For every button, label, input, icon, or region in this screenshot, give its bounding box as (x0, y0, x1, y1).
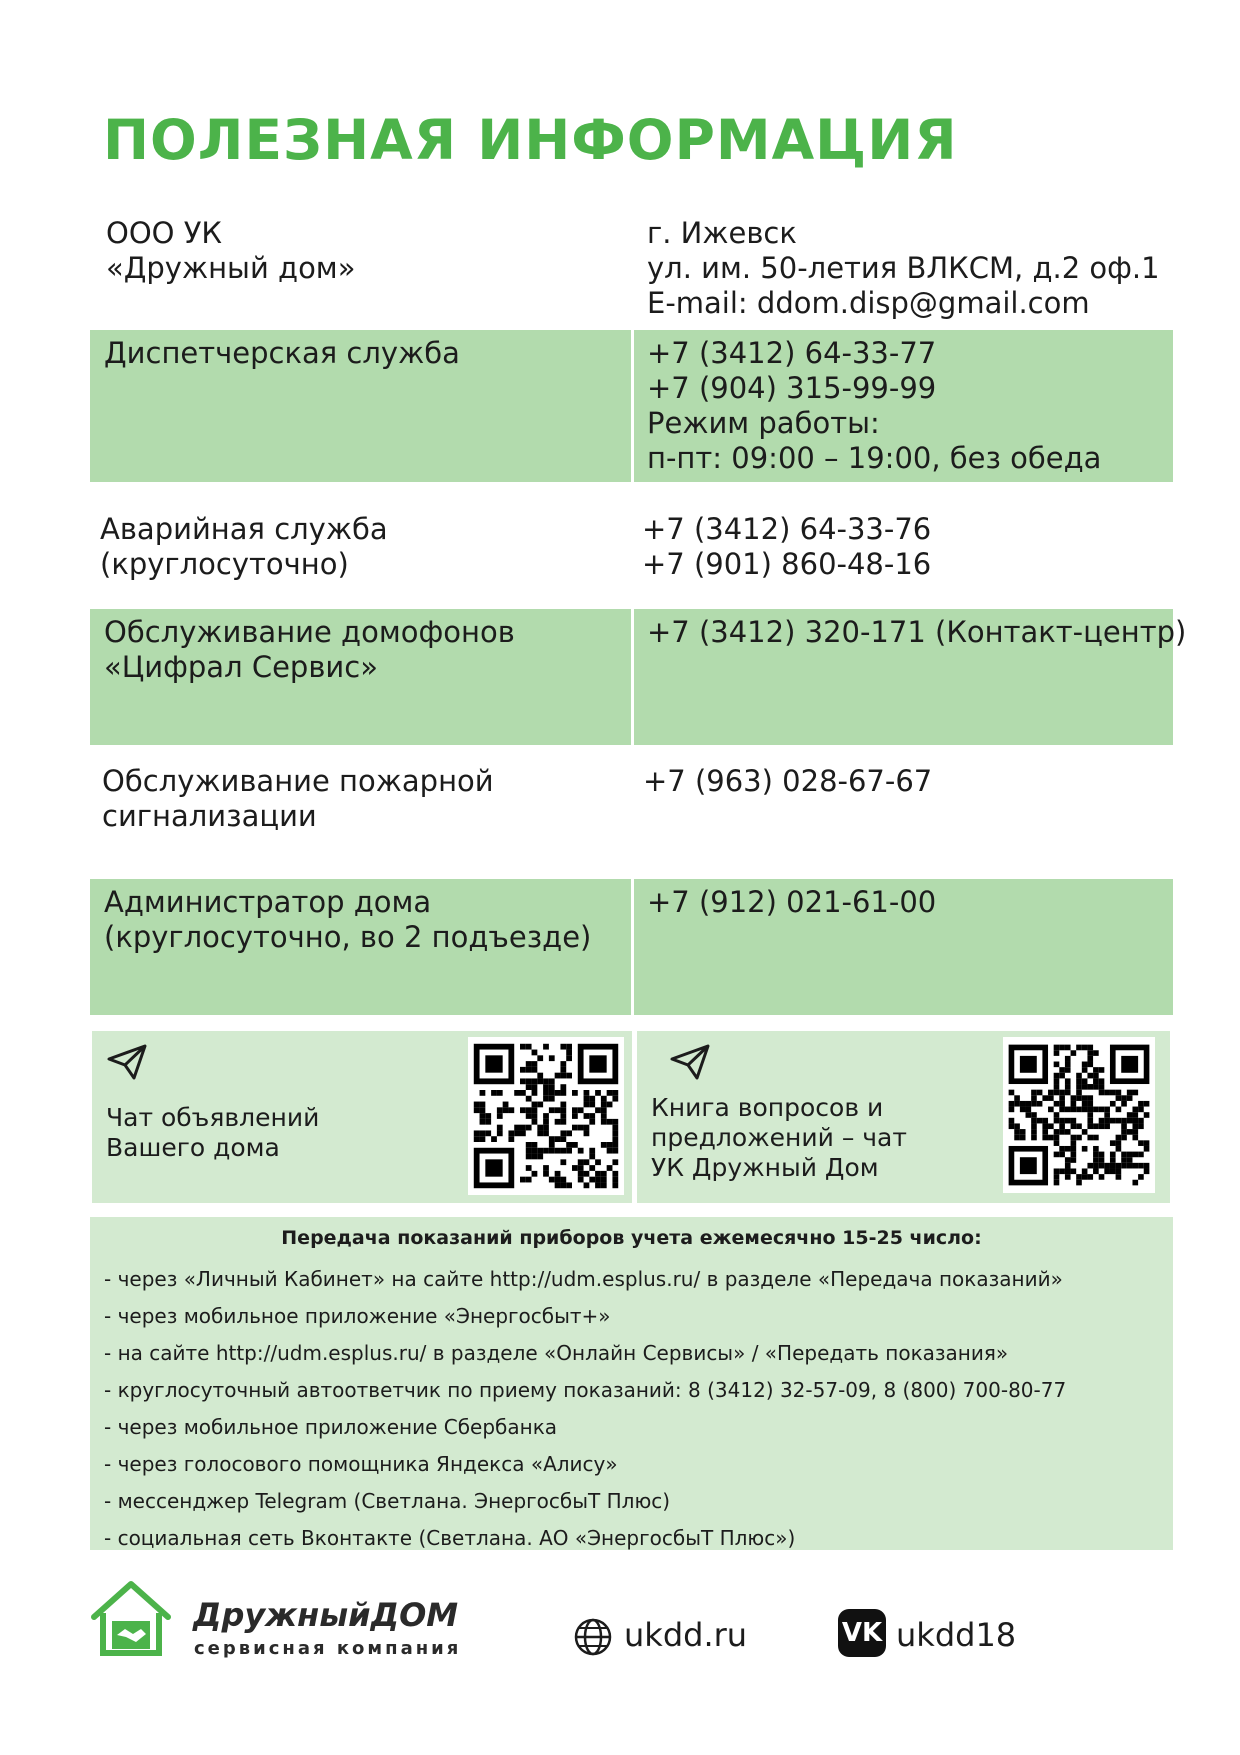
company-city: г. Ижевск (647, 216, 797, 250)
list-item: - на сайте http://udm.esplus.ru/ в разделе «Онлайн Сервисы» / «Передать показания» (104, 1341, 1009, 1365)
service-label: Обслуживание домофонов (104, 615, 515, 649)
service-label: «Цифрал Сервис» (104, 650, 378, 684)
phone-number[interactable]: +7 (912) 021-61-00 (647, 885, 937, 919)
working-hours-label: Режим работы: (647, 406, 880, 440)
qr-caption: Книга вопросов и предложений – чат УК Дружный Дом (651, 1093, 907, 1182)
company-name-line: ООО УК (106, 216, 222, 250)
brand-name: ДружныйДОМ (193, 1596, 459, 1634)
phone-number[interactable]: +7 (904) 315-99-99 (647, 371, 937, 405)
globe-icon (573, 1617, 613, 1657)
telegram-plane-icon (669, 1043, 711, 1081)
house-logo-icon (88, 1579, 174, 1659)
phone-number[interactable]: +7 (901) 860-48-16 (642, 547, 932, 581)
service-row-fire-alarm (90, 758, 1173, 868)
vk-link[interactable]: ukdd18 (896, 1616, 1017, 1654)
phone-number[interactable]: +7 (3412) 64-33-77 (647, 336, 937, 370)
qr-code-announcements[interactable] (468, 1037, 624, 1195)
list-item: - через «Личный Кабинет» на сайте http://udm.esplus.ru/ в разделе «Передача показаний» (104, 1267, 1063, 1291)
vk-icon: VK (838, 1609, 886, 1657)
qr-code-feedback[interactable] (1003, 1037, 1155, 1193)
service-label: Диспетчерская служба (104, 336, 460, 370)
telegram-plane-icon (106, 1043, 148, 1081)
meter-list (104, 1261, 1066, 1557)
service-row-administrator (90, 879, 1173, 1015)
qr-caption: Чат объявлений Вашего дома (106, 1103, 320, 1162)
working-hours-value: п-пт: 09:00 – 19:00, без обеда (647, 441, 1102, 475)
service-row-intercom (90, 609, 1187, 745)
list-item: - социальная сеть Вконтакте (Светлана. АО «ЭнергосбыТ Плюс») (104, 1526, 796, 1550)
meter-title: Передача показаний приборов учета ежемесячно 15-25 число: (281, 1227, 982, 1249)
qr-block-feedback (637, 1031, 1170, 1203)
phone-number[interactable]: +7 (963) 028-67-67 (643, 764, 933, 798)
qr-block-announcements (92, 1031, 632, 1203)
list-item: - через мобильное приложение «Энергосбыт+» (104, 1304, 611, 1328)
company-email[interactable]: E-mail: ddom.disp@gmail.com (647, 286, 1090, 320)
row-divider (631, 609, 634, 745)
service-label: (круглосуточно) (100, 547, 349, 581)
service-label: Аварийная служба (100, 512, 388, 546)
row-divider (631, 330, 634, 482)
service-label: Обслуживание пожарной (102, 764, 494, 798)
service-label: (круглосуточно, во 2 подъезде) (104, 920, 592, 954)
company-row (90, 214, 1173, 326)
phone-number[interactable]: +7 (3412) 64-33-76 (642, 512, 932, 546)
list-item: - мессенджер Telegram (Светлана. ЭнергосбыТ Плюс) (104, 1489, 671, 1513)
meter-readings-block (90, 1217, 1173, 1550)
phone-number[interactable]: +7 (3412) 320-171 (Контакт-центр) (647, 615, 1187, 649)
list-item: - круглосуточный автоответчик по приему показаний: 8 (3412) 32-57-09, 8 (800) 700-80-77 (104, 1378, 1067, 1402)
service-label: Администратор дома (104, 885, 432, 919)
website-link[interactable]: ukdd.ru (624, 1616, 748, 1654)
list-item: - через мобильное приложение Сбербанка (104, 1415, 558, 1439)
page-title: ПОЛЕЗНАЯ ИНФОРМАЦИЯ (103, 108, 958, 172)
list-item: - через голосового помощника Яндекса «Алису» (104, 1452, 618, 1476)
service-label: сигнализации (102, 799, 317, 833)
company-name-line: «Дружный дом» (106, 251, 356, 285)
brand-subtitle: сервисная компания (194, 1638, 462, 1659)
row-divider (631, 879, 634, 1015)
service-row-emergency (90, 506, 1173, 606)
company-street: ул. им. 50-летия ВЛКСМ, д.2 оф.1 (647, 251, 1160, 285)
service-row-dispatcher (90, 330, 1173, 482)
